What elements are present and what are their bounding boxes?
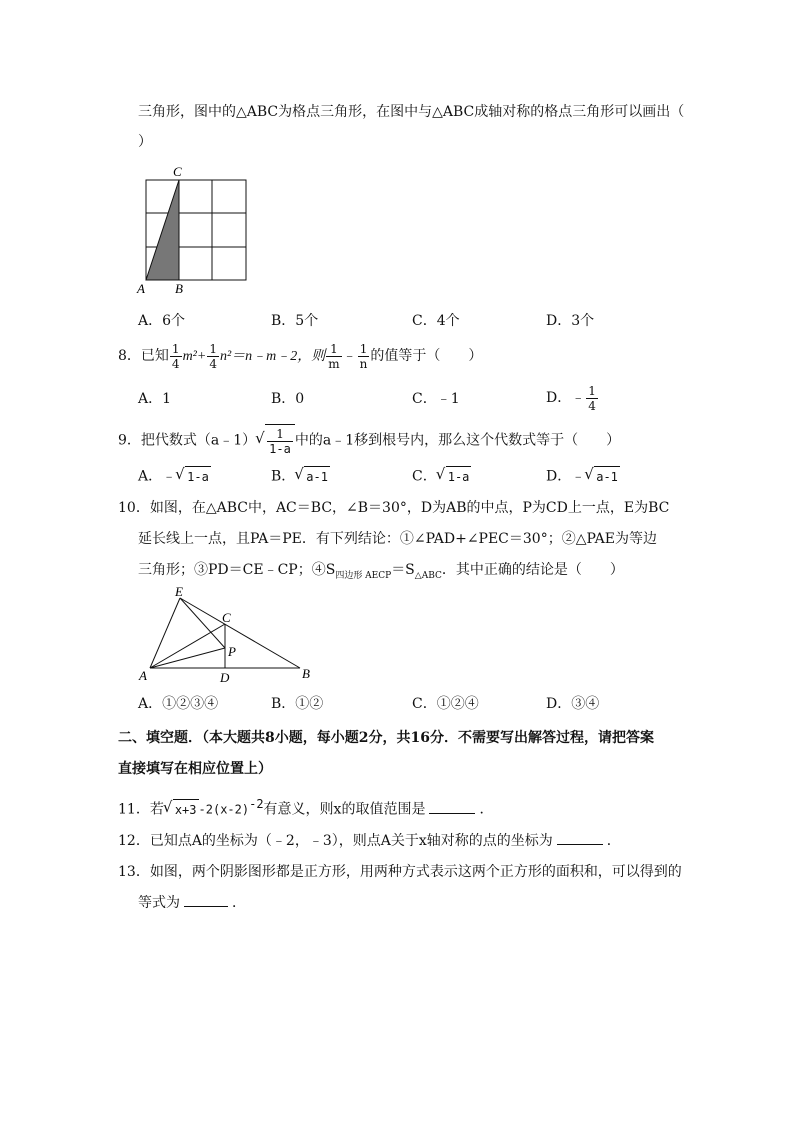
q7-line1: 三角形，图中的△ABC为格点三角形，在图中与△ABC成轴对称的格点三角形可以画出（ <box>138 104 685 120</box>
label-a: A <box>139 668 147 683</box>
q8-option-c[interactable]: C．﹣1 <box>412 391 460 407</box>
label-p: P <box>228 644 236 659</box>
q12-stem: 12．已知点A的坐标为（﹣2，﹣3），则点A关于x轴对称的点的坐标为 ． <box>118 830 621 851</box>
q13-line2: 等式为 ． <box>138 892 246 913</box>
label-e: E <box>175 586 183 599</box>
label-c: C <box>173 164 182 179</box>
q9-option-d[interactable]: D．﹣√ a-1 <box>546 466 620 487</box>
q10-triangle-figure <box>132 586 322 686</box>
q11-answer-blank[interactable] <box>429 799 475 814</box>
q12-answer-blank[interactable] <box>557 830 603 845</box>
q11-stem: 11．若√ x+3 $-2(x-2)^{-2}$有意义，则x的取值范围是 ． <box>118 794 493 820</box>
q8-option-a[interactable]: A．1 <box>138 391 172 407</box>
q10-line1: 10．如图，在△ABC中，AC＝BC，∠B＝30°，D为AB的中点，P为CD上一点，E为BC <box>118 500 670 516</box>
q8-stem: 8．已知 $\frac{1}{4}$ m²+ $\frac{1}{4}$ n²＝n﹣m﹣2，则 $\frac{1}{m}$ ﹣ $\frac{1}{n}$ 的值等于（ ） <box>118 341 483 371</box>
q10-line3: 三角形；③PD＝CE﹣CP；$④S_{四边形 AECP}=S_{\triangle ABC}$．其中正确的结论是（ ） <box>138 562 624 581</box>
frac-4: $\frac{1}{n}$ <box>359 341 368 371</box>
q7-option-c[interactable]: C．4个 <box>412 313 460 329</box>
q10-line2: 延长线上一点，且PA＝PE．有下列结论：①∠PAD+∠PEC＝30°；②△PAE为等边 <box>138 531 657 547</box>
q7-option-a[interactable]: A．6个 <box>138 313 186 329</box>
q8-option-b[interactable]: B．0 <box>271 391 305 407</box>
q10-option-b[interactable]: B．①② <box>271 696 324 712</box>
label-b: B <box>175 281 183 296</box>
label-b: B <box>302 666 310 681</box>
q9-option-a[interactable]: A．﹣√ 1-a <box>138 466 211 487</box>
q9-option-b[interactable]: B．√ a-1 <box>271 466 330 487</box>
q9-stem: 9．把代数式（a﹣1） √ $\frac{1}{1-a}$ 中的a﹣1移到根号内，那么这个代数式等于（ ） <box>118 424 620 457</box>
q7-line2: ） <box>138 134 152 150</box>
frac-2: $\frac{1}{4}$ <box>209 341 217 371</box>
frac-1: $\frac{1}{4}$ <box>171 341 180 371</box>
q10-option-a[interactable]: A．①②③④ <box>138 696 219 712</box>
q7-option-d[interactable]: D．3个 <box>546 313 595 329</box>
triangle-abc <box>146 180 179 280</box>
frac-3: $\frac{1}{m}$ <box>328 341 340 371</box>
q10-option-d[interactable]: D．③④ <box>546 696 600 712</box>
q7-option-b[interactable]: B．5个 <box>271 313 319 329</box>
q7-grid-figure <box>132 162 258 298</box>
q13-answer-blank[interactable] <box>184 892 228 907</box>
section2-heading-line1: 二、填空题．（本大题共8小题，每小题2分，共16分．不需要写出解答过程，请把答案 <box>118 730 654 746</box>
q13-line1: 13．如图，两个阴影图形都是正方形，用两种方式表示这两个正方形的面积和，可以得到的 <box>118 864 682 880</box>
label-c: C <box>222 610 231 625</box>
q8-option-d[interactable]: D．﹣ $\frac{1}{4}$ <box>546 383 596 413</box>
q9-option-c[interactable]: C．√ 1-a <box>412 466 471 487</box>
section2-heading-line2: 直接填写在相应位置上） <box>118 761 272 777</box>
q10-option-c[interactable]: C．①②④ <box>412 696 479 712</box>
label-d: D <box>220 670 230 685</box>
label-a: A <box>137 281 145 296</box>
